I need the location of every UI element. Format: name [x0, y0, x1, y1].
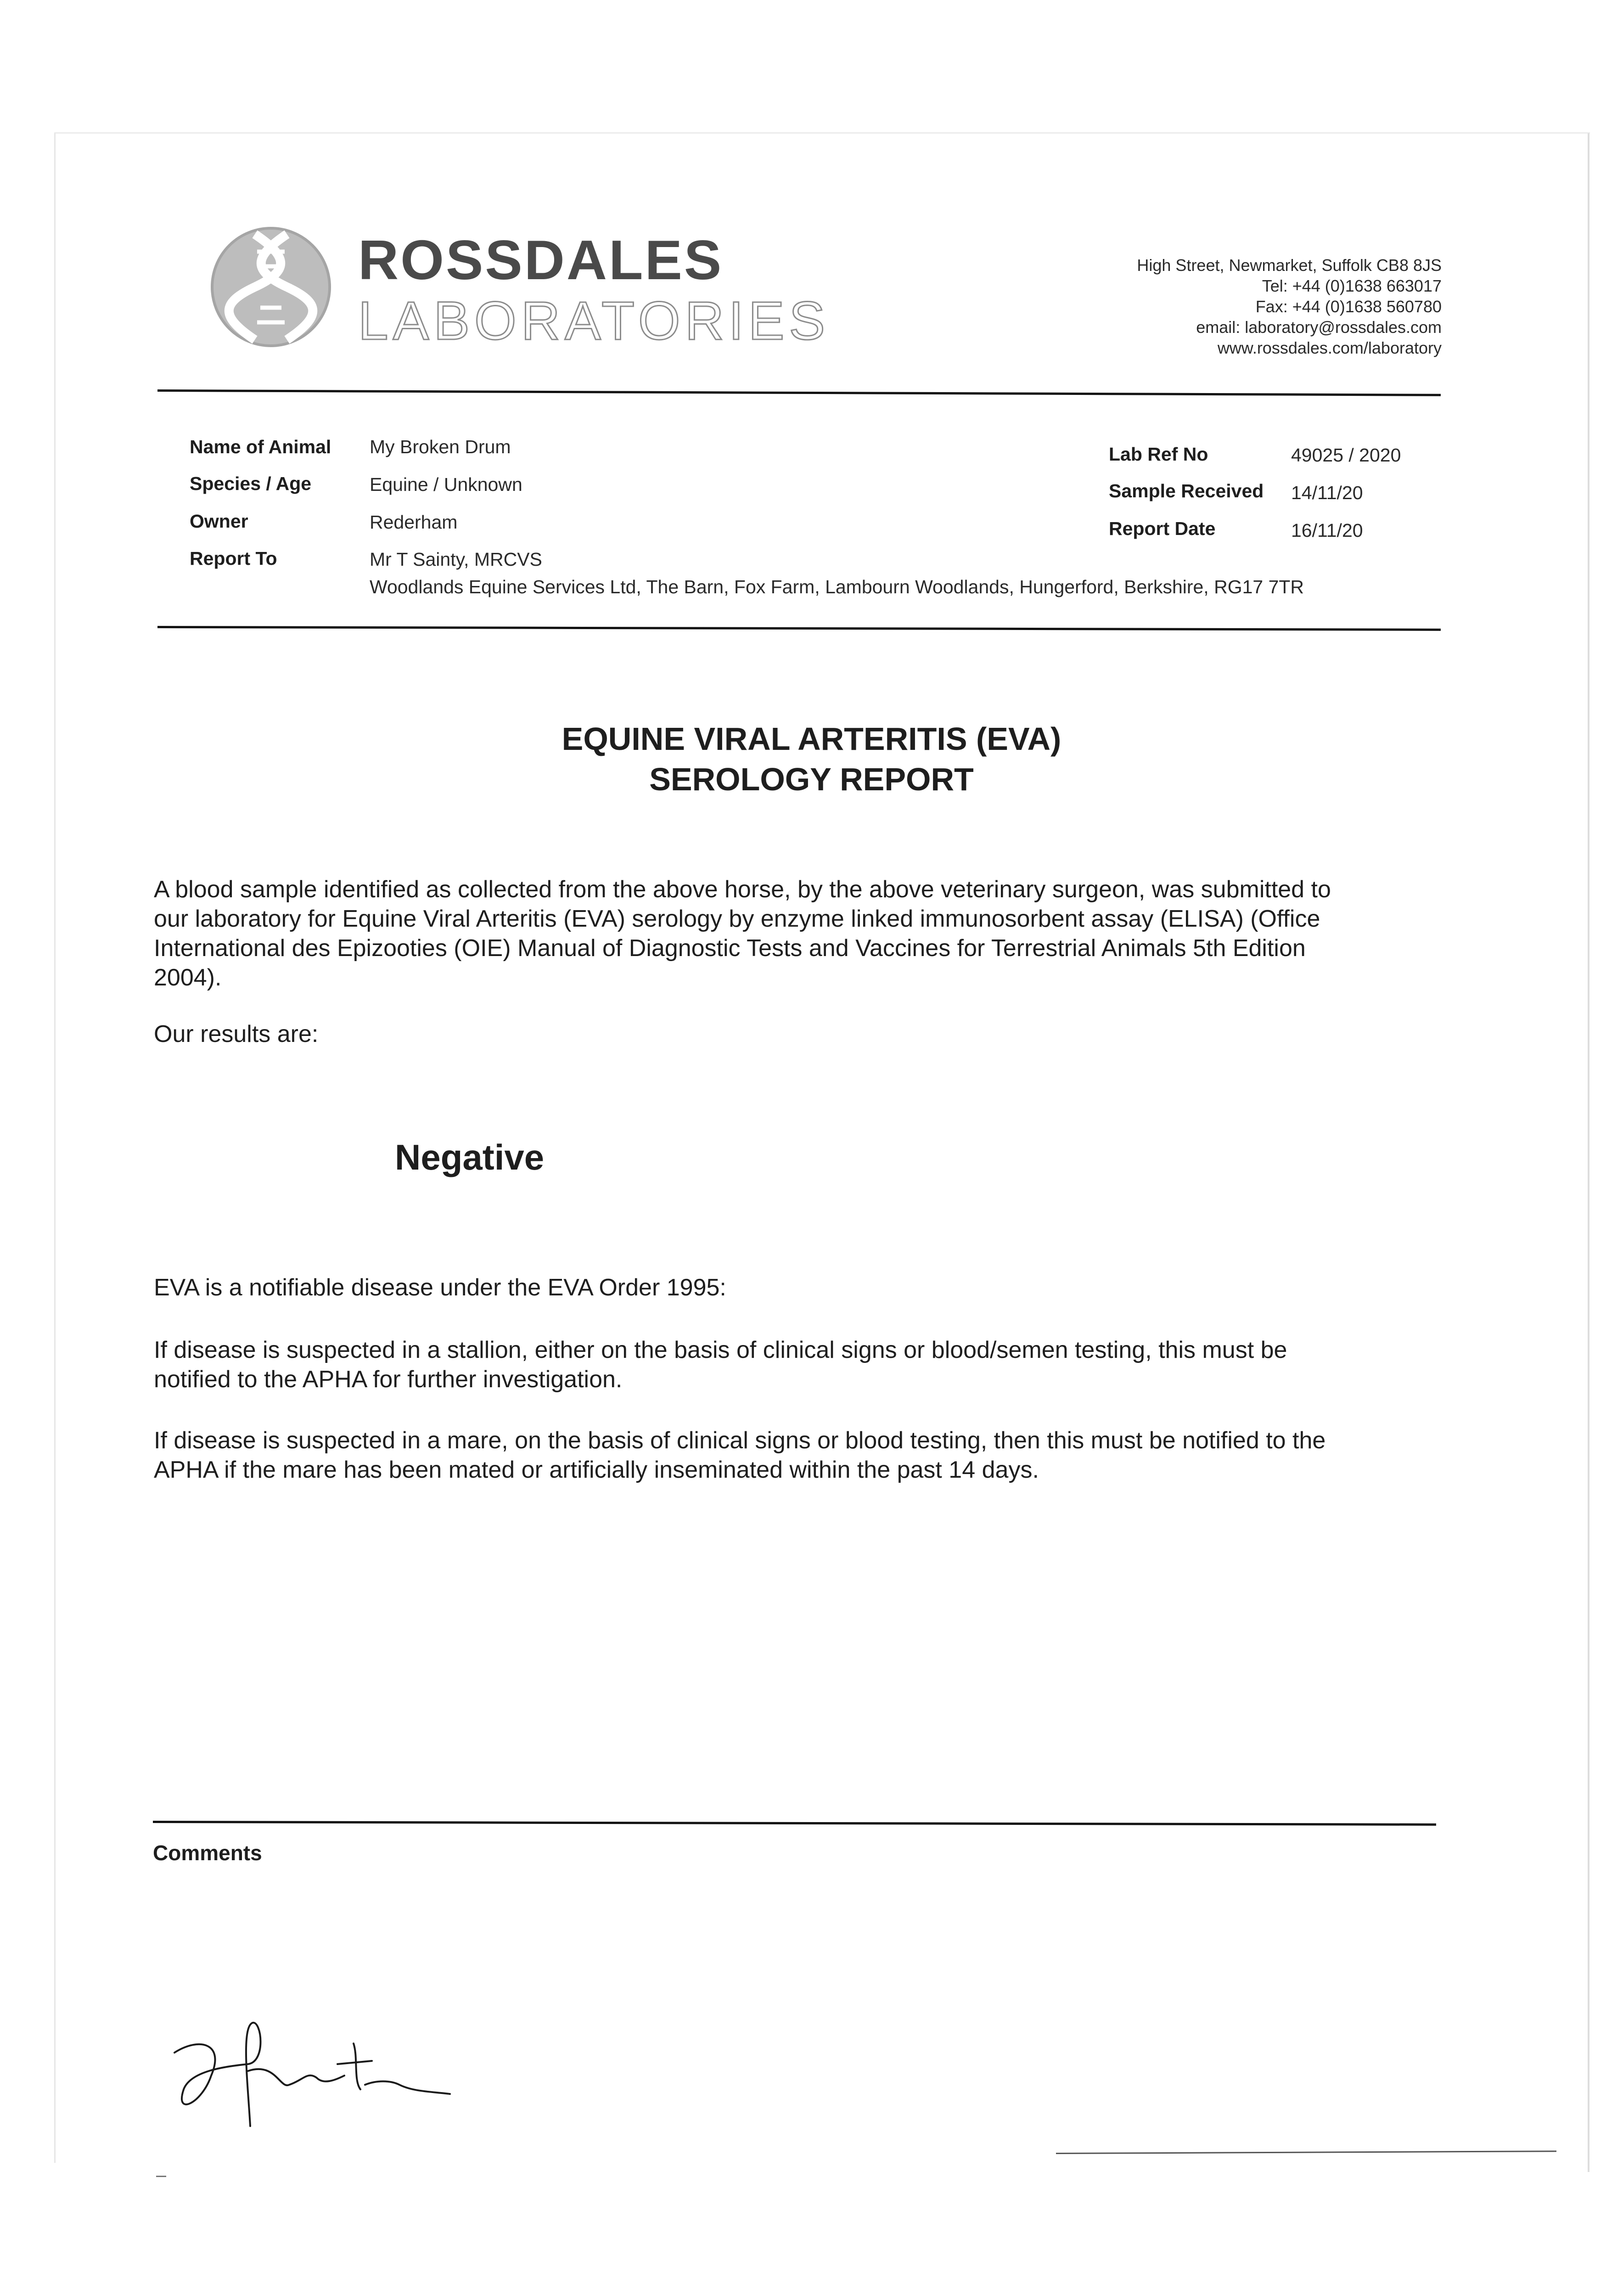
comments-label: Comments: [153, 1841, 262, 1865]
report-to-address: Woodlands Equine Services Ltd, The Barn, Fox Farm, Lambourn Woodlands, Hungerford, Berkshire, RG17 7TR: [370, 576, 1304, 597]
stallion-line: notified to the APHA for further investigation.: [154, 1366, 623, 1393]
stallion-line: If disease is suspected in a stallion, either on the basis of clinical signs or blood/semen testing, this must be: [154, 1337, 1287, 1363]
intro-paragraph: [154, 875, 1439, 992]
signature: [156, 2011, 487, 2149]
mare-line: APHA if the mare has been mated or artificially inseminated within the past 14 days.: [154, 1457, 1039, 1483]
report-to-name: Mr T Sainty, MRCVS: [370, 549, 542, 570]
report-date-label: Report Date: [1109, 518, 1216, 539]
name-of-animal-label: Name of Animal: [190, 436, 331, 457]
header-divider: [157, 389, 1441, 396]
report-title: [0, 719, 1623, 799]
contact-fax: Fax: +44 (0)1638 560780: [1255, 297, 1442, 316]
owner-value: Rederham: [370, 512, 458, 533]
contact-block: [1137, 255, 1442, 358]
lab-ref-value: 49025 / 2020: [1291, 445, 1401, 466]
report-title-line2: SEROLOGY REPORT: [649, 761, 974, 797]
lab-ref-label: Lab Ref No: [1109, 444, 1208, 465]
results-intro: [154, 1019, 1439, 1049]
contact-email: email: laboratory@rossdales.com: [1196, 318, 1442, 337]
owner-label: Owner: [190, 511, 248, 532]
name-of-animal-value: My Broken Drum: [370, 436, 511, 457]
info-divider: [157, 626, 1441, 631]
sample-received-value: 14/11/20: [1291, 482, 1363, 503]
contact-address: High Street, Newmarket, Suffolk CB8 8JS: [1137, 256, 1442, 275]
scan-edge-top: [54, 132, 1590, 134]
comments-divider: [153, 1821, 1436, 1826]
sample-received-label: Sample Received: [1109, 480, 1264, 501]
result-value: Negative: [395, 1137, 545, 1177]
contact-website: www.rossdales.com/laboratory: [1217, 338, 1442, 357]
notifiable-statement: [154, 1273, 1439, 1302]
bottom-scan-line: [1056, 2150, 1556, 2154]
intro-line: 2004).: [154, 964, 222, 991]
brand-name: ROSSDALES: [358, 229, 724, 291]
species-age-value: Equine / Unknown: [370, 474, 522, 495]
dna-logo-icon: [209, 225, 333, 349]
results-intro-text: Our results are:: [154, 1021, 319, 1047]
intro-line: A blood sample identified as collected from the above horse, by the above veterinary surgeon, was submitted to: [154, 876, 1331, 903]
mare-line: If disease is suspected in a mare, on the basis of clinical signs or blood testing, then this must be notified to the: [154, 1427, 1326, 1454]
bottom-scan-mark: [156, 2176, 166, 2177]
contact-tel: Tel: +44 (0)1638 663017: [1262, 276, 1442, 295]
scan-edge-right: [1588, 133, 1589, 2172]
report-date-value: 16/11/20: [1291, 520, 1363, 541]
stallion-paragraph: [154, 1335, 1439, 1394]
brand-subtitle: LABORATORIES: [358, 291, 830, 351]
mare-paragraph: [154, 1426, 1439, 1485]
notifiable-text: EVA is a notifiable disease under the EVA Order 1995:: [154, 1274, 726, 1301]
report-to-label: Report To: [190, 548, 277, 569]
species-age-label: Species / Age: [190, 473, 312, 494]
scan-edge-left: [54, 133, 56, 2163]
intro-line: International des Epizooties (OIE) Manual of Diagnostic Tests and Vaccines for Terrestrial Animals 5th Edition: [154, 935, 1306, 962]
intro-line: our laboratory for Equine Viral Arteritis (EVA) serology by enzyme linked immunosorbent assay (ELISA) (Office: [154, 906, 1320, 932]
report-title-line1: EQUINE VIRAL ARTERITIS (EVA): [562, 721, 1061, 757]
